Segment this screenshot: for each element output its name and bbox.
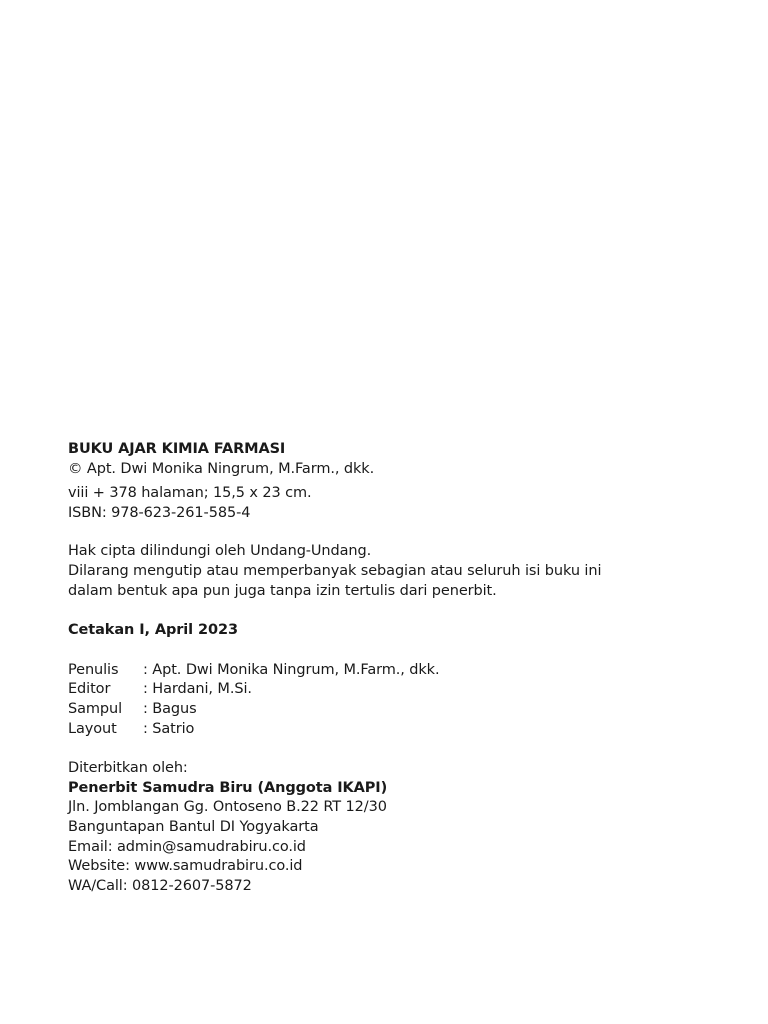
- publisher-address-1: Jln. Jomblangan Gg. Ontoseno B.22 RT 12/30: [68, 799, 387, 816]
- publisher-email: Email: admin@samudrabiru.co.id: [68, 838, 306, 855]
- publisher-website: Website: www.samudrabiru.co.id: [68, 858, 303, 875]
- copyright-line: © Apt. Dwi Monika Ningrum, M.Farm., dkk.: [68, 460, 375, 477]
- spacer: [68, 739, 728, 759]
- publisher-phone: WA/Call: 0812-2607-5872: [68, 877, 252, 894]
- credit-key: Layout: [68, 720, 117, 737]
- publisher-address-2: Banguntapan Bantul DI Yogyakarta: [68, 818, 319, 835]
- credits-list: [68, 661, 728, 739]
- credit-row-layout: [68, 720, 728, 740]
- credit-value: : Bagus: [143, 700, 197, 717]
- publisher-name: Penerbit Samudra Biru (Anggota IKAPI): [68, 779, 388, 796]
- edition: Cetakan I, April 2023: [68, 622, 238, 639]
- credit-key: Editor: [68, 681, 111, 698]
- credit-key: Penulis: [68, 661, 119, 678]
- book-title: BUKU AJAR KIMIA FARMASI: [68, 441, 286, 457]
- copyright-block: [68, 440, 728, 896]
- credit-value: : Satrio: [143, 720, 195, 737]
- pages-size: viii + 378 halaman; 15,5 x 23 cm.: [68, 485, 312, 502]
- credit-row-editor: [68, 680, 728, 700]
- credit-value: : Hardani, M.Si.: [143, 681, 252, 698]
- rights-line-1: Hak cipta dilindungi oleh Undang-Undang.: [68, 543, 372, 560]
- spacer: [68, 641, 728, 661]
- credit-value: : Apt. Dwi Monika Ningrum, M.Farm., dkk.: [143, 661, 440, 678]
- publisher-intro: Diterbitkan oleh:: [68, 760, 188, 777]
- credit-row-penulis: [68, 661, 728, 681]
- spacer: [68, 523, 728, 542]
- credit-key: Sampul: [68, 700, 123, 717]
- rights-line-3: dalam bentuk apa pun juga tanpa izin tertulis dari penerbit.: [68, 582, 497, 599]
- credit-row-sampul: [68, 700, 728, 720]
- rights-line-2: Dilarang mengutip atau memperbanyak sebagian atau seluruh isi buku ini: [68, 562, 602, 579]
- spacer: [68, 601, 728, 621]
- isbn: ISBN: 978-623-261-585-4: [68, 504, 251, 521]
